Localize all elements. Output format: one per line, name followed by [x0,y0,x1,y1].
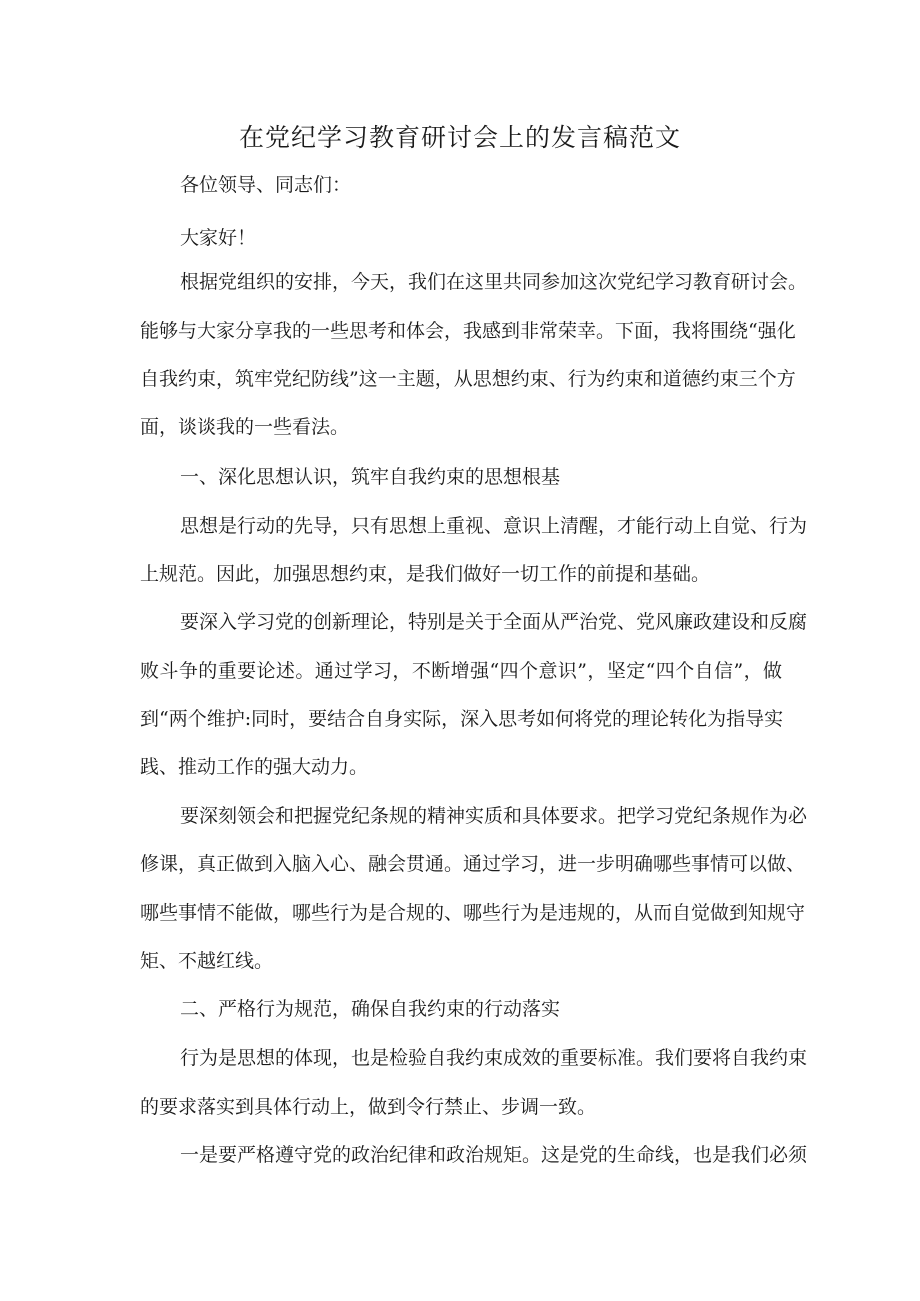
salutation: 各位领导、同志们： [180,174,352,196]
paragraph-6-line-1: 一是要严格遵守党的政治纪律和政治规矩。这是党的生命线，也是我们必须 [180,1144,808,1166]
section-heading-1: 一、深化思想认识，筑牢自我约束的思想根基 [180,466,561,488]
document-title: 在党纪学习教育研讨会上的发言稿范文 [238,123,681,152]
paragraph-1-line-1: 根据党组织的安排，今天，我们在这里共同参加这次党纪学习教育研讨会。 [180,271,808,293]
paragraph-5-line-2: 的要求落实到具体行动上，做到令行禁止、步调一致。 [140,1096,597,1118]
paragraph-4-line-3: 哪些事情不能做，哪些行为是合规的、哪些行为是违规的，从而自觉做到知规守 [140,902,806,924]
paragraph-4-line-4: 矩、不越红线。 [140,950,274,972]
paragraph-1-line-3: 自我约束，筑牢党纪防线”这一主题，从思想约束、行为约束和道德约束三个方 [140,368,796,390]
paragraph-1-line-4: 面，谈谈我的一些看法。 [140,416,350,438]
section-heading-2: 二、严格行为规范，确保自我约束的行动落实 [180,998,561,1020]
paragraph-3-line-3: 到“两个维护:同时，要结合自身实际，深入思考如何将党的理论转化为指导实 [140,708,784,730]
paragraph-3-line-4: 践、推动工作的强大动力。 [140,756,369,778]
paragraph-4-line-1: 要深刻领会和把握党纪条规的精神实质和具体要求。把学习党纪条规作为必 [180,805,808,827]
paragraph-3-line-2: 败斗争的重要论述。通过学习，不断增强“四个意识”，坚定“四个自信”，做 [140,660,782,682]
paragraph-2-line-2: 上规范。因此，加强思想约束，是我们做好一切工作的前提和基础。 [140,563,711,585]
paragraph-2-line-1: 思想是行动的先导，只有思想上重视、意识上清醒，才能行动上自觉、行为 [180,515,808,537]
greeting: 大家好！ [180,227,257,249]
paragraph-4-line-2: 修课，真正做到入脑入心、融会贯通。通过学习，进一步明确哪些事情可以做、 [140,853,806,875]
paragraph-3-line-1: 要深入学习党的创新理论，特别是关于全面从严治党、党风廉政建设和反腐 [180,611,808,633]
paragraph-1-line-2: 能够与大家分享我的一些思考和体会，我感到非常荣幸。下面，我将围绕“强化 [140,320,796,342]
paragraph-5-line-1: 行为是思想的体现，也是检验自我约束成效的重要标准。我们要将自我约束 [180,1047,808,1069]
